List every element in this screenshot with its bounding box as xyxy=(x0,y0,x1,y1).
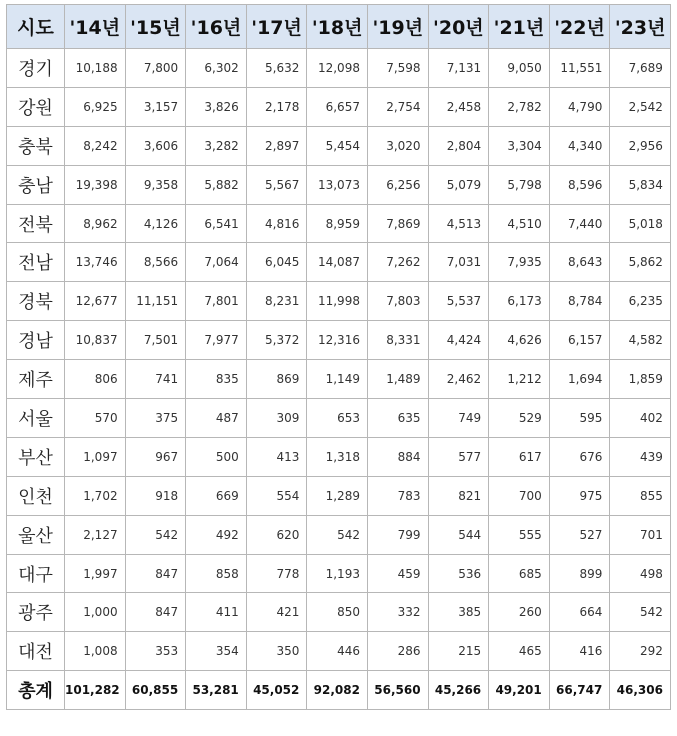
value-cell: 855 xyxy=(610,476,671,515)
total-value-cell: 46,306 xyxy=(610,671,671,710)
value-cell: 542 xyxy=(307,515,368,554)
value-cell: 2,127 xyxy=(65,515,126,554)
region-cell: 인천 xyxy=(7,476,65,515)
region-cell: 대전 xyxy=(7,632,65,671)
value-cell: 1,212 xyxy=(489,360,550,399)
value-cell: 5,834 xyxy=(610,165,671,204)
value-cell: 12,098 xyxy=(307,49,368,88)
value-cell: 2,462 xyxy=(428,360,489,399)
value-cell: 13,073 xyxy=(307,165,368,204)
value-cell: 6,657 xyxy=(307,87,368,126)
value-cell: 536 xyxy=(428,554,489,593)
value-cell: 806 xyxy=(65,360,126,399)
value-cell: 375 xyxy=(125,399,186,438)
value-cell: 2,804 xyxy=(428,126,489,165)
value-cell: 653 xyxy=(307,399,368,438)
region-cell: 경북 xyxy=(7,282,65,321)
value-cell: 799 xyxy=(367,515,428,554)
total-value-cell: 45,266 xyxy=(428,671,489,710)
value-cell: 500 xyxy=(186,437,247,476)
value-cell: 1,694 xyxy=(549,360,610,399)
table-row xyxy=(7,126,671,165)
table-row xyxy=(7,632,671,671)
value-cell: 4,424 xyxy=(428,321,489,360)
value-cell: 292 xyxy=(610,632,671,671)
value-cell: 353 xyxy=(125,632,186,671)
region-cell: 경남 xyxy=(7,321,65,360)
value-cell: 8,242 xyxy=(65,126,126,165)
total-value-cell: 101,282 xyxy=(65,671,126,710)
value-cell: 421 xyxy=(246,593,307,632)
header-row xyxy=(7,5,671,49)
value-cell: 12,677 xyxy=(65,282,126,321)
value-cell: 2,956 xyxy=(610,126,671,165)
value-cell: 7,869 xyxy=(367,204,428,243)
value-cell: 7,064 xyxy=(186,243,247,282)
value-cell: 555 xyxy=(489,515,550,554)
header-year: '16년 xyxy=(186,5,247,49)
value-cell: 7,262 xyxy=(367,243,428,282)
table-row xyxy=(7,360,671,399)
total-value-cell: 56,560 xyxy=(367,671,428,710)
value-cell: 967 xyxy=(125,437,186,476)
table-row xyxy=(7,243,671,282)
value-cell: 402 xyxy=(610,399,671,438)
region-cell: 울산 xyxy=(7,515,65,554)
region-cell: 대구 xyxy=(7,554,65,593)
value-cell: 7,031 xyxy=(428,243,489,282)
value-cell: 701 xyxy=(610,515,671,554)
value-cell: 3,282 xyxy=(186,126,247,165)
value-cell: 6,256 xyxy=(367,165,428,204)
value-cell: 778 xyxy=(246,554,307,593)
region-cell: 광주 xyxy=(7,593,65,632)
table-row xyxy=(7,554,671,593)
value-cell: 669 xyxy=(186,476,247,515)
value-cell: 11,151 xyxy=(125,282,186,321)
region-cell: 충북 xyxy=(7,126,65,165)
value-cell: 5,798 xyxy=(489,165,550,204)
value-cell: 2,542 xyxy=(610,87,671,126)
value-cell: 4,513 xyxy=(428,204,489,243)
total-label: 총계 xyxy=(7,671,65,710)
value-cell: 4,626 xyxy=(489,321,550,360)
value-cell: 1,000 xyxy=(65,593,126,632)
region-cell: 제주 xyxy=(7,360,65,399)
header-year: '23년 xyxy=(610,5,671,49)
value-cell: 8,962 xyxy=(65,204,126,243)
value-cell: 635 xyxy=(367,399,428,438)
value-cell: 9,050 xyxy=(489,49,550,88)
value-cell: 215 xyxy=(428,632,489,671)
value-cell: 3,606 xyxy=(125,126,186,165)
value-cell: 595 xyxy=(549,399,610,438)
total-value-cell: 66,747 xyxy=(549,671,610,710)
value-cell: 332 xyxy=(367,593,428,632)
value-cell: 7,501 xyxy=(125,321,186,360)
table-row xyxy=(7,437,671,476)
value-cell: 1,149 xyxy=(307,360,368,399)
header-year: '18년 xyxy=(307,5,368,49)
value-cell: 2,897 xyxy=(246,126,307,165)
value-cell: 821 xyxy=(428,476,489,515)
value-cell: 5,632 xyxy=(246,49,307,88)
value-cell: 869 xyxy=(246,360,307,399)
value-cell: 6,045 xyxy=(246,243,307,282)
value-cell: 6,235 xyxy=(610,282,671,321)
value-cell: 1,193 xyxy=(307,554,368,593)
value-cell: 1,702 xyxy=(65,476,126,515)
value-cell: 1,318 xyxy=(307,437,368,476)
value-cell: 8,784 xyxy=(549,282,610,321)
value-cell: 6,302 xyxy=(186,49,247,88)
value-cell: 8,643 xyxy=(549,243,610,282)
value-cell: 858 xyxy=(186,554,247,593)
value-cell: 492 xyxy=(186,515,247,554)
value-cell: 6,157 xyxy=(549,321,610,360)
value-cell: 5,882 xyxy=(186,165,247,204)
table-row xyxy=(7,476,671,515)
table-row xyxy=(7,321,671,360)
value-cell: 8,959 xyxy=(307,204,368,243)
value-cell: 664 xyxy=(549,593,610,632)
value-cell: 899 xyxy=(549,554,610,593)
value-cell: 439 xyxy=(610,437,671,476)
value-cell: 6,173 xyxy=(489,282,550,321)
value-cell: 835 xyxy=(186,360,247,399)
value-cell: 4,816 xyxy=(246,204,307,243)
value-cell: 8,231 xyxy=(246,282,307,321)
value-cell: 617 xyxy=(489,437,550,476)
table-row xyxy=(7,593,671,632)
value-cell: 5,018 xyxy=(610,204,671,243)
value-cell: 918 xyxy=(125,476,186,515)
value-cell: 8,566 xyxy=(125,243,186,282)
table-row xyxy=(7,165,671,204)
header-year: '17년 xyxy=(246,5,307,49)
value-cell: 676 xyxy=(549,437,610,476)
value-cell: 1,097 xyxy=(65,437,126,476)
value-cell: 5,454 xyxy=(307,126,368,165)
value-cell: 4,510 xyxy=(489,204,550,243)
value-cell: 411 xyxy=(186,593,247,632)
value-cell: 529 xyxy=(489,399,550,438)
header-year: '22년 xyxy=(549,5,610,49)
value-cell: 465 xyxy=(489,632,550,671)
total-value-cell: 60,855 xyxy=(125,671,186,710)
value-cell: 459 xyxy=(367,554,428,593)
value-cell: 9,358 xyxy=(125,165,186,204)
value-cell: 542 xyxy=(610,593,671,632)
value-cell: 685 xyxy=(489,554,550,593)
value-cell: 7,131 xyxy=(428,49,489,88)
header-year: '20년 xyxy=(428,5,489,49)
value-cell: 5,862 xyxy=(610,243,671,282)
value-cell: 10,837 xyxy=(65,321,126,360)
value-cell: 14,087 xyxy=(307,243,368,282)
total-value-cell: 45,052 xyxy=(246,671,307,710)
region-cell: 전남 xyxy=(7,243,65,282)
value-cell: 783 xyxy=(367,476,428,515)
value-cell: 498 xyxy=(610,554,671,593)
value-cell: 19,398 xyxy=(65,165,126,204)
value-cell: 413 xyxy=(246,437,307,476)
value-cell: 8,596 xyxy=(549,165,610,204)
value-cell: 7,598 xyxy=(367,49,428,88)
value-cell: 7,803 xyxy=(367,282,428,321)
region-cell: 경기 xyxy=(7,49,65,88)
table-row xyxy=(7,49,671,88)
value-cell: 6,541 xyxy=(186,204,247,243)
value-cell: 5,079 xyxy=(428,165,489,204)
total-value-cell: 49,201 xyxy=(489,671,550,710)
value-cell: 975 xyxy=(549,476,610,515)
value-cell: 4,126 xyxy=(125,204,186,243)
value-cell: 884 xyxy=(367,437,428,476)
value-cell: 1,489 xyxy=(367,360,428,399)
table-row xyxy=(7,87,671,126)
table-row xyxy=(7,515,671,554)
total-value-cell: 92,082 xyxy=(307,671,368,710)
region-cell: 강원 xyxy=(7,87,65,126)
value-cell: 6,925 xyxy=(65,87,126,126)
value-cell: 11,998 xyxy=(307,282,368,321)
value-cell: 570 xyxy=(65,399,126,438)
value-cell: 620 xyxy=(246,515,307,554)
value-cell: 4,790 xyxy=(549,87,610,126)
value-cell: 7,440 xyxy=(549,204,610,243)
value-cell: 1,289 xyxy=(307,476,368,515)
value-cell: 11,551 xyxy=(549,49,610,88)
table-row xyxy=(7,399,671,438)
value-cell: 4,340 xyxy=(549,126,610,165)
value-cell: 3,020 xyxy=(367,126,428,165)
value-cell: 1,008 xyxy=(65,632,126,671)
value-cell: 7,977 xyxy=(186,321,247,360)
header-year: '21년 xyxy=(489,5,550,49)
value-cell: 741 xyxy=(125,360,186,399)
value-cell: 847 xyxy=(125,554,186,593)
region-cell: 서울 xyxy=(7,399,65,438)
value-cell: 7,800 xyxy=(125,49,186,88)
value-cell: 1,859 xyxy=(610,360,671,399)
region-cell: 부산 xyxy=(7,437,65,476)
value-cell: 286 xyxy=(367,632,428,671)
value-cell: 487 xyxy=(186,399,247,438)
value-cell: 1,997 xyxy=(65,554,126,593)
value-cell: 3,157 xyxy=(125,87,186,126)
value-cell: 350 xyxy=(246,632,307,671)
value-cell: 12,316 xyxy=(307,321,368,360)
value-cell: 446 xyxy=(307,632,368,671)
value-cell: 527 xyxy=(549,515,610,554)
value-cell: 544 xyxy=(428,515,489,554)
value-cell: 416 xyxy=(549,632,610,671)
value-cell: 10,188 xyxy=(65,49,126,88)
data-table xyxy=(6,4,671,710)
value-cell: 554 xyxy=(246,476,307,515)
value-cell: 354 xyxy=(186,632,247,671)
header-year: '15년 xyxy=(125,5,186,49)
value-cell: 749 xyxy=(428,399,489,438)
value-cell: 385 xyxy=(428,593,489,632)
region-cell: 충남 xyxy=(7,165,65,204)
value-cell: 3,304 xyxy=(489,126,550,165)
table-row xyxy=(7,282,671,321)
value-cell: 8,331 xyxy=(367,321,428,360)
total-row xyxy=(7,671,671,710)
value-cell: 309 xyxy=(246,399,307,438)
value-cell: 2,782 xyxy=(489,87,550,126)
value-cell: 5,537 xyxy=(428,282,489,321)
header-year: '19년 xyxy=(367,5,428,49)
value-cell: 13,746 xyxy=(65,243,126,282)
header-region: 시도 xyxy=(7,5,65,49)
header-year: '14년 xyxy=(65,5,126,49)
value-cell: 847 xyxy=(125,593,186,632)
value-cell: 542 xyxy=(125,515,186,554)
value-cell: 5,567 xyxy=(246,165,307,204)
value-cell: 850 xyxy=(307,593,368,632)
value-cell: 260 xyxy=(489,593,550,632)
value-cell: 7,801 xyxy=(186,282,247,321)
table-body xyxy=(7,49,671,710)
value-cell: 2,178 xyxy=(246,87,307,126)
region-cell: 전북 xyxy=(7,204,65,243)
value-cell: 3,826 xyxy=(186,87,247,126)
value-cell: 7,935 xyxy=(489,243,550,282)
total-value-cell: 53,281 xyxy=(186,671,247,710)
value-cell: 4,582 xyxy=(610,321,671,360)
table-row xyxy=(7,204,671,243)
value-cell: 577 xyxy=(428,437,489,476)
value-cell: 5,372 xyxy=(246,321,307,360)
value-cell: 2,754 xyxy=(367,87,428,126)
value-cell: 700 xyxy=(489,476,550,515)
value-cell: 2,458 xyxy=(428,87,489,126)
value-cell: 7,689 xyxy=(610,49,671,88)
